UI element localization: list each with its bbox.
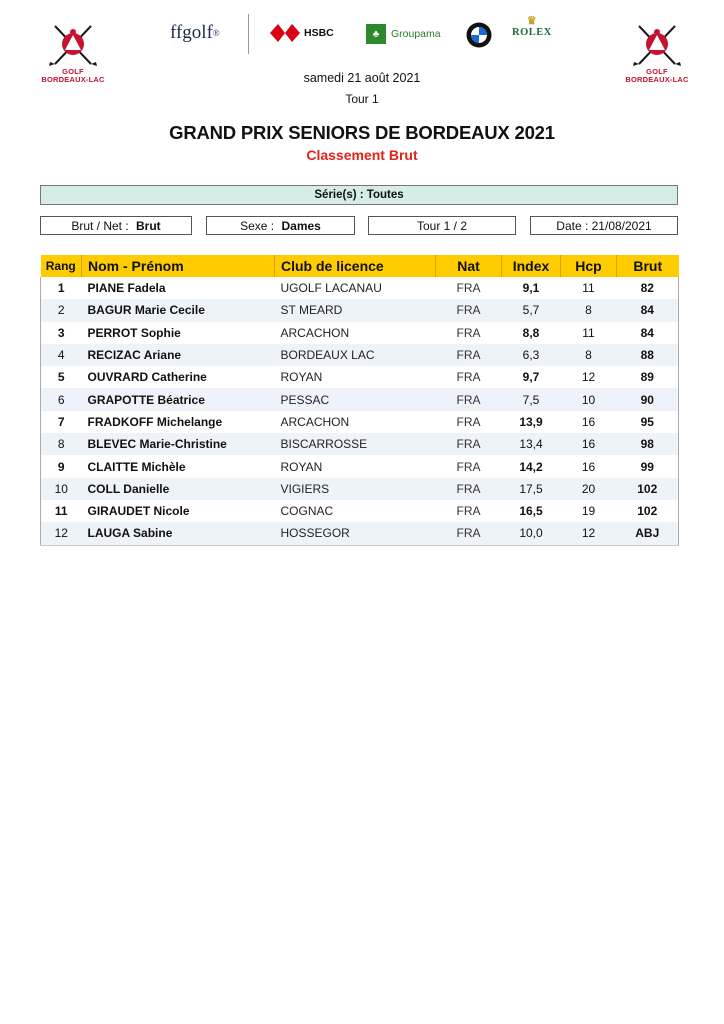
cell-club: ST MEARD bbox=[275, 299, 436, 321]
cell-index: 5,7 bbox=[502, 299, 561, 321]
cell-nat: FRA bbox=[436, 411, 502, 433]
cell-rang: 10 bbox=[41, 478, 82, 500]
cell-index: 10,0 bbox=[502, 522, 561, 545]
cell-nat: FRA bbox=[436, 500, 502, 522]
cell-index: 8,8 bbox=[502, 322, 561, 344]
filter-date: Date : 21/08/2021 bbox=[530, 216, 678, 235]
cell-rang: 7 bbox=[41, 411, 82, 433]
cell-club: ROYAN bbox=[275, 366, 436, 388]
cell-rang: 8 bbox=[41, 433, 82, 455]
table-row bbox=[41, 366, 679, 388]
cell-nat: FRA bbox=[436, 388, 502, 410]
cell-club: BISCARROSSE bbox=[275, 433, 436, 455]
table-row bbox=[41, 522, 679, 545]
rolex-text: ROLEX bbox=[512, 27, 552, 38]
cell-brut: 82 bbox=[617, 277, 679, 299]
golf-club-emblem-icon bbox=[45, 22, 101, 68]
header-index: Index bbox=[502, 255, 561, 277]
groupama-text: Groupama bbox=[391, 28, 441, 40]
filter-brut-net bbox=[40, 216, 192, 235]
cell-nom: CLAITTE Michèle bbox=[82, 455, 275, 477]
cell-nom: BAGUR Marie Cecile bbox=[82, 299, 275, 321]
cell-index: 9,1 bbox=[502, 277, 561, 299]
table-row bbox=[41, 411, 679, 433]
cell-hcp: 19 bbox=[561, 500, 617, 522]
table-row bbox=[41, 344, 679, 366]
cell-rang: 3 bbox=[41, 322, 82, 344]
cell-club: ROYAN bbox=[275, 455, 436, 477]
cell-nom: FRADKOFF Michelange bbox=[82, 411, 275, 433]
cell-brut: 95 bbox=[617, 411, 679, 433]
cell-index: 7,5 bbox=[502, 388, 561, 410]
cell-index: 13,9 bbox=[502, 411, 561, 433]
cell-hcp: 8 bbox=[561, 344, 617, 366]
table-row bbox=[41, 433, 679, 455]
sponsor-bar bbox=[160, 12, 570, 60]
cell-nat: FRA bbox=[436, 299, 502, 321]
cell-nom: OUVRARD Catherine bbox=[82, 366, 275, 388]
club-logo-line1: GOLF bbox=[646, 67, 668, 76]
cell-brut: 99 bbox=[617, 455, 679, 477]
cell-brut: 84 bbox=[617, 299, 679, 321]
cell-nat: FRA bbox=[436, 366, 502, 388]
cell-index: 13,4 bbox=[502, 433, 561, 455]
results-table bbox=[40, 255, 679, 546]
cell-brut: 89 bbox=[617, 366, 679, 388]
cell-club: HOSSEGOR bbox=[275, 522, 436, 545]
club-logo-line1: GOLF bbox=[62, 67, 84, 76]
header-brut: Brut bbox=[617, 255, 679, 277]
golf-club-emblem-icon bbox=[629, 22, 685, 68]
cell-club: PESSAC bbox=[275, 388, 436, 410]
cell-brut: 84 bbox=[617, 322, 679, 344]
cell-hcp: 16 bbox=[561, 433, 617, 455]
cell-nat: FRA bbox=[436, 478, 502, 500]
groupama-logo bbox=[366, 24, 441, 44]
bmw-roundel-icon bbox=[466, 22, 492, 48]
cell-brut: ABJ bbox=[617, 522, 679, 545]
groupama-tree-icon: ♣ bbox=[366, 24, 386, 44]
cell-nom: RECIZAC Ariane bbox=[82, 344, 275, 366]
filter-brut-net-value: Brut bbox=[136, 219, 161, 233]
table-row bbox=[41, 388, 679, 410]
rolex-logo bbox=[512, 16, 552, 38]
cell-rang: 9 bbox=[41, 455, 82, 477]
filter-tour: Tour 1 / 2 bbox=[368, 216, 516, 235]
table-row bbox=[41, 277, 679, 299]
cell-nat: FRA bbox=[436, 344, 502, 366]
cell-club: ARCACHON bbox=[275, 411, 436, 433]
club-logo-line2: BORDEAUX-LAC bbox=[41, 75, 105, 84]
cell-hcp: 10 bbox=[561, 388, 617, 410]
cell-brut: 102 bbox=[617, 478, 679, 500]
cell-nat: FRA bbox=[436, 433, 502, 455]
cell-rang: 12 bbox=[41, 522, 82, 545]
cell-nat: FRA bbox=[436, 322, 502, 344]
header-nat: Nat bbox=[436, 255, 502, 277]
table-row bbox=[41, 299, 679, 321]
page-title: GRAND PRIX SENIORS DE BORDEAUX 2021 bbox=[169, 122, 555, 143]
cell-brut: 88 bbox=[617, 344, 679, 366]
table-row bbox=[41, 455, 679, 477]
filter-sexe-value: Dames bbox=[281, 219, 321, 233]
cell-hcp: 16 bbox=[561, 455, 617, 477]
cell-rang: 11 bbox=[41, 500, 82, 522]
event-date: samedi 21 août 2021 bbox=[303, 71, 421, 85]
header-rang: Rang bbox=[41, 255, 82, 277]
cell-nom: PERROT Sophie bbox=[82, 322, 275, 344]
cell-nom: GRAPOTTE Béatrice bbox=[82, 388, 275, 410]
table-row bbox=[41, 478, 679, 500]
header-hcp: Hcp bbox=[561, 255, 617, 277]
cell-club: ARCACHON bbox=[275, 322, 436, 344]
header-club: Club de licence bbox=[275, 255, 436, 277]
cell-brut: 102 bbox=[617, 500, 679, 522]
header-nom: Nom - Prénom bbox=[82, 255, 275, 277]
cell-hcp: 12 bbox=[561, 366, 617, 388]
cell-hcp: 11 bbox=[561, 277, 617, 299]
cell-index: 14,2 bbox=[502, 455, 561, 477]
cell-nat: FRA bbox=[436, 522, 502, 545]
cell-hcp: 11 bbox=[561, 322, 617, 344]
cell-rang: 6 bbox=[41, 388, 82, 410]
cell-hcp: 12 bbox=[561, 522, 617, 545]
series-bar: Série(s) : Toutes bbox=[40, 185, 678, 205]
cell-brut: 98 bbox=[617, 433, 679, 455]
rolex-crown-icon: ♛ bbox=[526, 15, 538, 27]
filter-sexe-label: Sexe : bbox=[240, 219, 275, 233]
cell-index: 9,7 bbox=[502, 366, 561, 388]
sponsor-divider bbox=[248, 14, 249, 54]
cell-club: VIGIERS bbox=[275, 478, 436, 500]
cell-nom: GIRAUDET Nicole bbox=[82, 500, 275, 522]
cell-hcp: 16 bbox=[561, 411, 617, 433]
hsbc-hexagon-icon bbox=[270, 24, 300, 42]
page-subtitle: Classement Brut bbox=[306, 147, 418, 163]
ffgolf-logo: ffgolf ® bbox=[170, 22, 220, 43]
ffgolf-text: ffgolf bbox=[170, 22, 213, 43]
cell-club: UGOLF LACANAU bbox=[275, 277, 436, 299]
table-header-row bbox=[41, 255, 679, 277]
cell-index: 16,5 bbox=[502, 500, 561, 522]
bmw-logo bbox=[466, 22, 492, 48]
hsbc-text: HSBC bbox=[304, 27, 334, 39]
cell-hcp: 20 bbox=[561, 478, 617, 500]
cell-rang: 5 bbox=[41, 366, 82, 388]
cell-rang: 1 bbox=[41, 277, 82, 299]
table-row bbox=[41, 500, 679, 522]
event-tour: Tour 1 bbox=[345, 92, 379, 106]
cell-brut: 90 bbox=[617, 388, 679, 410]
filter-sexe bbox=[206, 216, 355, 235]
cell-rang: 4 bbox=[41, 344, 82, 366]
hsbc-logo bbox=[270, 24, 334, 42]
cell-nom: PIANE Fadela bbox=[82, 277, 275, 299]
cell-club: BORDEAUX LAC bbox=[275, 344, 436, 366]
cell-club: COGNAC bbox=[275, 500, 436, 522]
cell-nom: COLL Danielle bbox=[82, 478, 275, 500]
cell-nat: FRA bbox=[436, 277, 502, 299]
filter-brut-net-label: Brut / Net : bbox=[71, 219, 129, 233]
cell-index: 6,3 bbox=[502, 344, 561, 366]
cell-index: 17,5 bbox=[502, 478, 561, 500]
table-row bbox=[41, 322, 679, 344]
cell-nom: BLEVEC Marie-Christine bbox=[82, 433, 275, 455]
cell-nat: FRA bbox=[436, 455, 502, 477]
cell-nom: LAUGA Sabine bbox=[82, 522, 275, 545]
cell-rang: 2 bbox=[41, 299, 82, 321]
cell-hcp: 8 bbox=[561, 299, 617, 321]
club-logo-line2: BORDEAUX-LAC bbox=[625, 75, 689, 84]
